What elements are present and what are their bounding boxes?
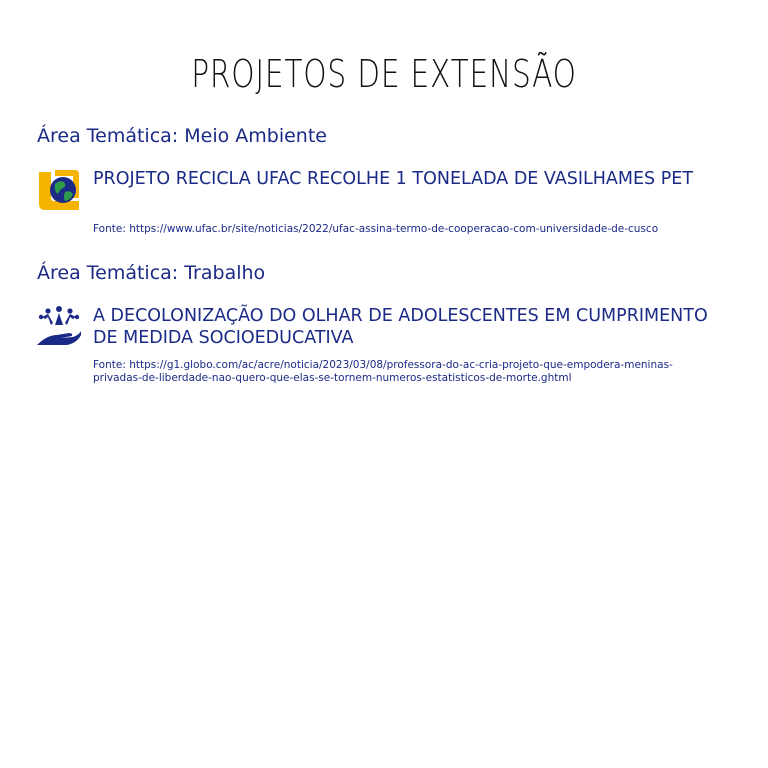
project-title: A DECOLONIZAÇÃO DO OLHAR DE ADOLESCENTES EM CUMPRIMENTO DE MEDIDA SOCIOEDUCATIVA (93, 306, 708, 348)
area-heading-trabalho: Área Temática: Trabalho (37, 262, 266, 284)
source-link[interactable]: Fonte: https://g1.globo.com/ac/acre/noticia/2023/03/08/professora-do-ac-cria-projeto-que-empodera-meninas-privadas-de-liberdade-nao-quero-que-elas-se-tornem-numeros-estatisticos-de-morte.ghtml (93, 359, 673, 384)
project-title: PROJETO RECICLA UFAC RECOLHE 1 TONELADA DE VASILHAMES PET (93, 169, 694, 189)
area-heading-meio-ambiente: Área Temática: Meio Ambiente (37, 125, 327, 147)
hand-people-icon (37, 305, 81, 349)
page-title: PROJETOS DE EXTENSÃO (191, 52, 577, 96)
recycle-globe-icon (37, 168, 81, 212)
source-link[interactable]: Fonte: https://www.ufac.br/site/noticias/2022/ufac-assina-termo-de-cooperacao-com-universidade-de-cusco (93, 223, 659, 235)
